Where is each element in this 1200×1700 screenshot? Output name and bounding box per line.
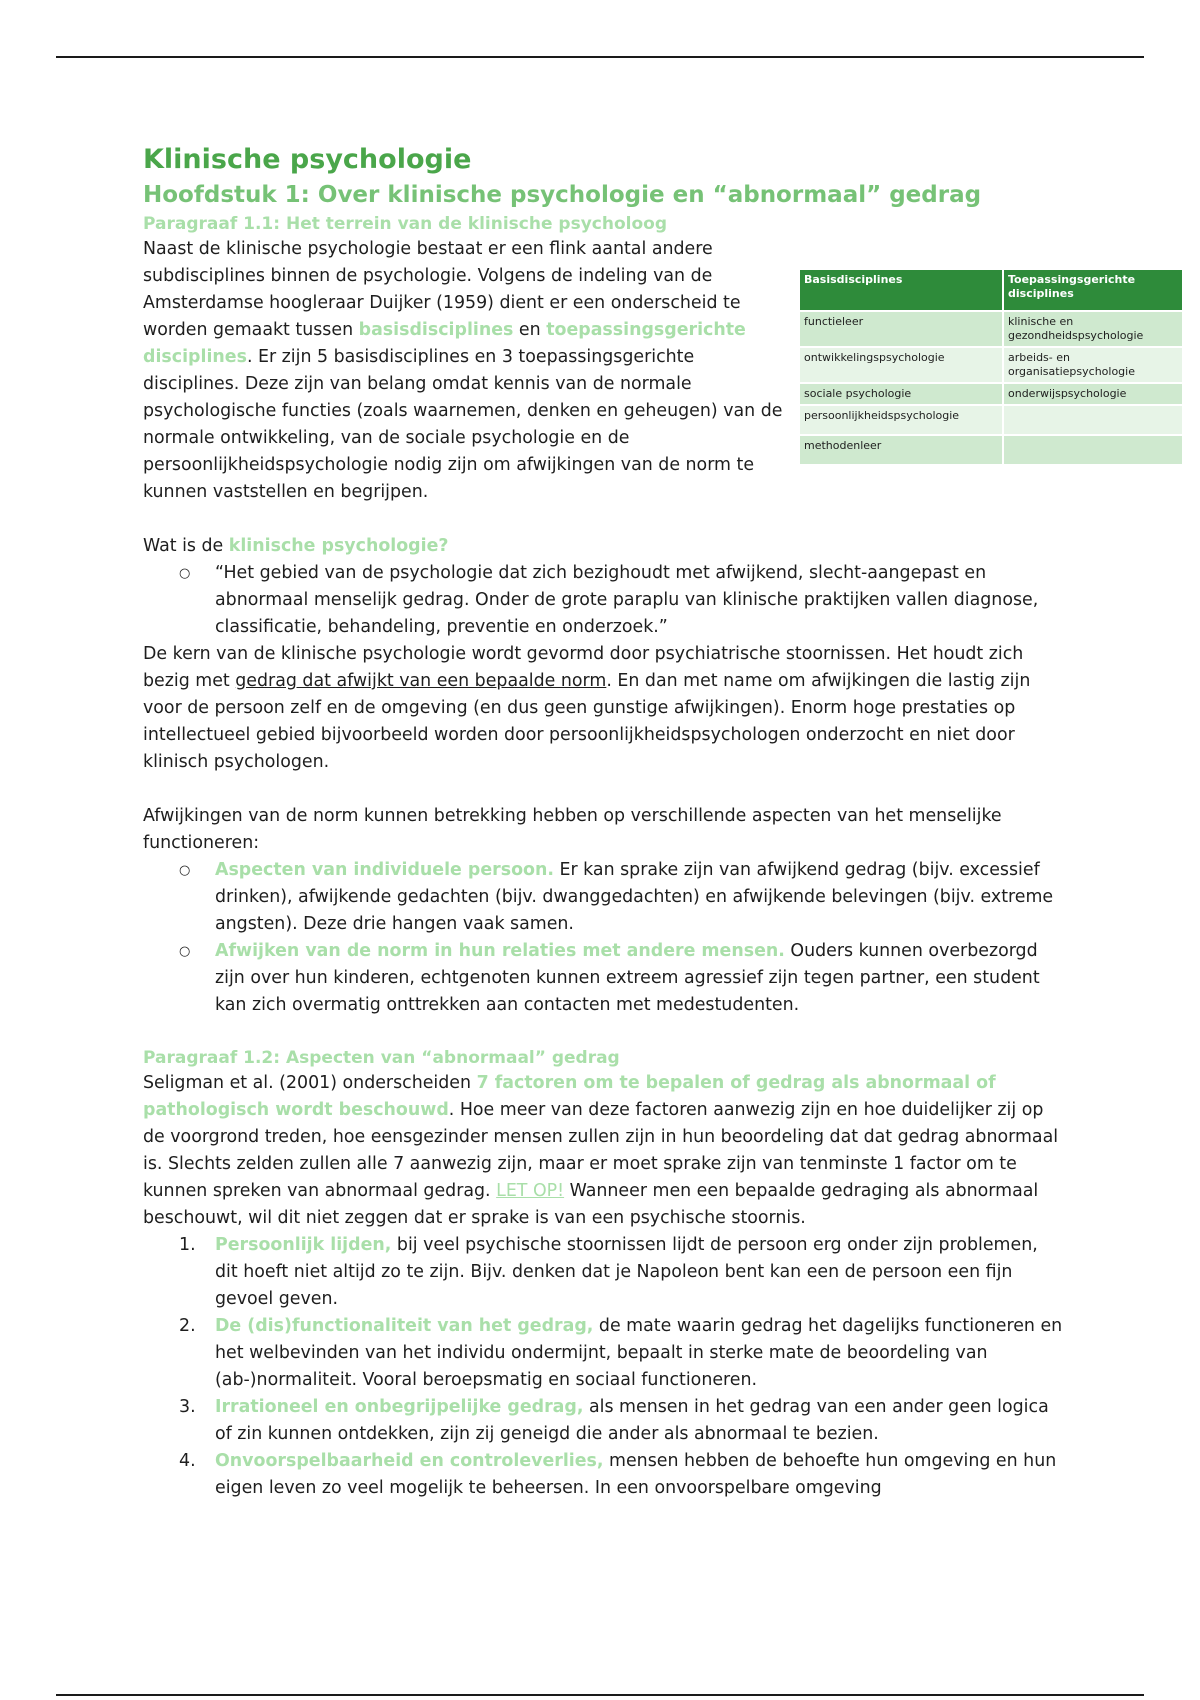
table-cell: sociale psychologie [800, 383, 1003, 405]
list-item: ○ Aspecten van individuele persoon. Er kan sprake zijn van afwijkend gedrag (bijv. excessief drinken), afwijkende gedachten (bijv. dwanggedachten) en afwijkende belevingen (bijv. extreme angsten). Deze drie hangen vaak samen. [215, 857, 1063, 938]
table-cell: klinische en gezondheidspsychologie [1003, 311, 1183, 347]
factors-paragraph: Seligman et al. (2001) onderscheiden 7 factoren om te bepalen of gedrag als abnormaal of pathologisch wordt beschouwd. Hoe meer van deze factoren aanwezig zijn en hoe duidelijker zij op de voorgrond treden, hoe eensgezinder mensen zullen zijn in hun beoordeling dat dat gedrag abnormaal is. Slechts zelden zullen alle 7 aanwezig zijn, maar er moet sprake zijn van tenminste 1 factor om te kunnen spreken van abnormaal gedrag. LET OP! Wanneer men een bepaalde gedraging als abnormaal beschouwt, wil dit niet zeggen dat er sprake is van een psychische stoornis. [143, 1073, 1059, 1228]
list-item: ○ Afwijken van de norm in hun relaties met andere mensen. Ouders kunnen overbezorgd zijn over hun kinderen, echtgenoten kunnen extreem agressief zijn tegen partner, een student kan zich overmatig onttrekken aan contacten met medestudenten. [215, 938, 1063, 1019]
term-basisdisciplines: basisdisciplines [358, 320, 514, 340]
document-body [143, 142, 1063, 1502]
list-item: Persoonlijk lijden, bij veel psychische stoornissen lijdt de persoon erg onder zijn problemen, dit hoeft niet altijd zo te zijn. Bijv. denken dat je Napoleon bent kan een de persoon een fijn gevoel geven. [215, 1235, 1038, 1309]
term-7-factoren: 7 factoren om te bepalen of gedrag als abnormaal of pathologisch wordt beschouwd [143, 1073, 996, 1120]
table-cell: onderwijspsychologie [1003, 383, 1183, 405]
table-header: Basisdisciplines [800, 270, 1003, 311]
let-op-marker: LET OP! [496, 1181, 565, 1201]
list-item: Irrationeel en onbegrijpelijke gedrag, als mensen in het gedrag van een ander geen logica of zin kunnen ontdekken, zijn zij geneigd die ander als abnormaal te bezien. [215, 1397, 1049, 1444]
core-paragraph: De kern van de klinische psychologie wordt gevormd door psychiatrische stoornissen. Het houdt zich bezig met gedrag dat afwijkt van een bepaalde norm. En dan met name om afwijkingen die lastig zijn voor de persoon zelf en de omgeving (en dus geen gunstige afwijkingen). Enorm hoge prestaties op intellectueel gebied bijvoorbeeld worden door persoonlijkheidspsychologen onderzocht en niet door klinisch psychologen. [143, 644, 1031, 772]
section-heading-1-1: Paragraaf 1.1: Het terrein van de klinische psycholoog [143, 214, 667, 234]
section-heading-1-2: Paragraaf 1.2: Aspecten van “abnormaal” gedrag [143, 1048, 620, 1068]
list-item: De (dis)functionaliteit van het gedrag, de mate waarin gedrag het dagelijks functioneren en het welbevinden van het individu ondermijnt, bepaalt in sterke mate de beoordeling van (ab-)normaliteit. Vooral beroepsmatig en sociaal functioneren. [215, 1316, 1063, 1390]
underlined-phrase: gedrag dat afwijkt van een bepaalde norm [235, 671, 607, 691]
list-item: Onvoorspelbaarheid en controleverlies, mensen hebben de behoefte hun omgeving en hun eigen leven zo veel mogelijk te beheersen. In een onvoorspelbare omgeving [215, 1451, 1057, 1498]
header-rule [56, 56, 1144, 58]
chapter-heading: Hoofdstuk 1: Over klinische psychologie en “abnormaal” gedrag [143, 182, 982, 208]
quote-list [143, 560, 1063, 641]
term-klinische-psychologie: klinische psychologie? [228, 536, 449, 556]
intro-paragraph: Naast de klinische psychologie bestaat er een flink aantal andere subdisciplines binnen de psychologie. Volgens de indeling van de Amsterdamse hoogleraar Duijker (1959) dient er een onderscheid te worden gemaakt tussen basisdisciplines en toepassingsgerichte disciplines. Er zijn 5 basisdisciplines en 3 toepassingsgerichte disciplines. Deze zijn van belang omdat kennis van de normale psychologische functies (zoals waarnemen, denken en geheugen) van de normale ontwikkeling, van de sociale psychologie en de persoonlijkheidspsychologie nodig zijn om afwijkingen van de norm te kunnen vaststellen en begrijpen. [143, 239, 783, 502]
aspects-intro: Afwijkingen van de norm kunnen betrekking hebben op verschillende aspecten van het menselijke functioneren: [143, 806, 1002, 853]
table-cell: methodenleer [800, 435, 1003, 465]
table-header: Toepassingsgerichte disciplines [1003, 270, 1183, 311]
term-toepassingsgerichte: toepassingsgerichte disciplines [143, 320, 746, 367]
aspects-list [143, 857, 1063, 1019]
page-title: Klinische psychologie [143, 144, 472, 175]
list-item: ○ “Het gebied van de psychologie dat zich bezighoudt met afwijkend, slecht-aangepast en abnormaal menselijk gedrag. Onder de grote paraplu van klinische praktijken vallen diagnose, classificatie, behandeling, preventie en onderzoek.” [215, 560, 1063, 641]
footer-rule [56, 1694, 1144, 1696]
factors-list [143, 1232, 1063, 1502]
question-line: Wat is de klinische psychologie? [143, 536, 449, 556]
table-cell: ontwikkelingspsychologie [800, 347, 1003, 383]
table-cell: functieleer [800, 311, 1003, 347]
table-cell: persoonlijkheidspsychologie [800, 405, 1003, 435]
table-cell: arbeids- en organisatiepsychologie [1003, 347, 1183, 383]
